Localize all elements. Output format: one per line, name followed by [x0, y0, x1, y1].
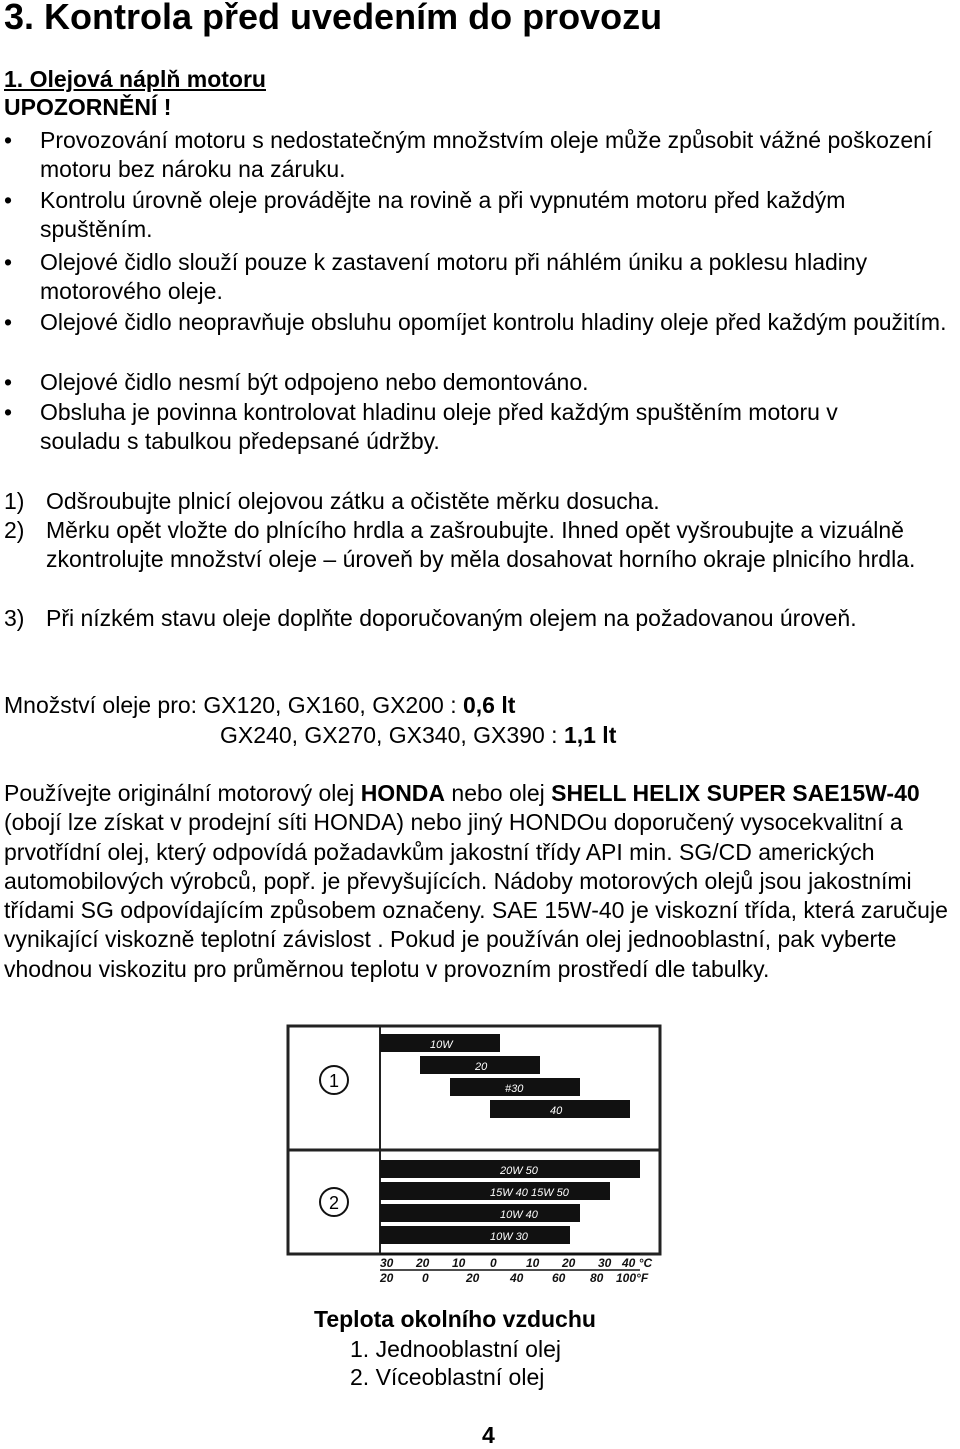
svg-text:20W 50: 20W 50 [500, 1165, 538, 1177]
bullet-icon: • [4, 369, 13, 395]
svg-text:#30: #30 [505, 1083, 524, 1095]
svg-text:1: 1 [328, 1071, 340, 1091]
figure-caption-heading: Teplota okolního vzduchu [314, 1306, 596, 1332]
bullet-icon: • [4, 249, 13, 275]
svg-text:60: 60 [552, 1271, 566, 1284]
figure-caption-item: 2. Víceoblastní olej [350, 1364, 545, 1390]
bullet-item: • Olejové čidlo slouží pouze k zastavení motoru při náhlém úniku a poklesu hladiny motorového oleje. [4, 249, 868, 304]
bullet-icon: • [4, 127, 13, 153]
figure-caption-item: 1. Jednooblastní olej [350, 1336, 561, 1362]
svg-text:10W: 10W [430, 1039, 453, 1051]
bullet-item: • Provozování motoru s nedostatečným množstvím oleje může způsobit vážné poškození motoru bez nároku na záruku. [4, 127, 933, 182]
step-item: 1) Odšroubujte plnicí olejovou zátku a očistěte měrku dosucha. [4, 488, 660, 514]
viscosity-chart [280, 1022, 680, 1284]
svg-text:10W 30: 10W 30 [490, 1231, 528, 1243]
svg-text:20: 20 [466, 1271, 480, 1284]
oil-recommendation-paragraph: Používejte originální motorový olej HONDA nebo olej SHELL HELIX SUPER SAE15W-40 (obojí lze získat v prodejní síti HONDA) nebo jiný HONDOu doporučený vysocekvalitní a prvotřídní olej, který odpovídá požadavkům jakostní třídy API min. SG/CD amerických automobilových výrobců, popř. je převyšujících. Nádoby motorových olejů jsou jakostními třídami SG odpovídajícím způsobem označeny. SAE 15W-40 je viskozní třída, která zaručuje vynikající viskozně teplotní závislost . Pokud je používán olej jednooblastní, pak vyberte vhodnou viskozitu pro průměrnou teplotu v provozním prostředí dle tabulky. [4, 780, 948, 982]
svg-text:0: 0 [490, 1256, 497, 1270]
multigrade-marker-icon [320, 1188, 348, 1216]
svg-text:10W 40: 10W 40 [500, 1209, 538, 1221]
bullet-icon: • [4, 187, 13, 213]
svg-text:30: 30 [598, 1256, 612, 1270]
bullet-item: • Olejové čidlo nesmí být odpojeno nebo demontováno. [4, 369, 589, 395]
bullet-item: • Olejové čidlo neopravňuje obsluhu opomíjet kontrolu hladiny oleje před každým použitím. [4, 309, 947, 335]
svg-text:20: 20 [416, 1256, 430, 1270]
svg-text:40: 40 [510, 1271, 524, 1284]
multigrade-marker-icon [320, 1066, 348, 1094]
svg-text:100°F: 100°F [616, 1271, 649, 1284]
svg-text:30: 30 [380, 1256, 394, 1270]
bullet-icon: • [4, 309, 13, 335]
bullet-item: • Obsluha je povinna kontrolovat hladinu oleje před každým spuštěním motoru v souladu s tabulkou předepsané údržby. [4, 399, 838, 454]
svg-text:15W 40 15W 50: 15W 40 15W 50 [490, 1187, 569, 1199]
bullet-item: • Kontrolu úrovně oleje provádějte na rovině a při vypnutém motoru před každým spuštěním. [4, 187, 846, 242]
page-title: 3. Kontrola před uvedením do provozu [4, 0, 663, 37]
oil-quantity-line-2: GX240, GX270, GX340, GX390 : 1,1 lt [220, 722, 617, 748]
celsius-axis [380, 1256, 652, 1270]
svg-text:10: 10 [452, 1256, 466, 1270]
svg-text:40 °C: 40 °C [622, 1256, 653, 1270]
viscosity-bar [380, 1226, 570, 1244]
page-number: 4 [482, 1422, 495, 1448]
svg-text:20: 20 [562, 1256, 576, 1270]
bullet-icon: • [4, 399, 13, 425]
svg-text:40: 40 [550, 1105, 563, 1117]
svg-text:20: 20 [380, 1271, 394, 1284]
svg-text:10: 10 [526, 1256, 540, 1270]
viscosity-bar [380, 1204, 580, 1222]
svg-text:20: 20 [475, 1061, 488, 1073]
svg-text:2: 2 [328, 1193, 340, 1213]
step-item: 3) Při nízkém stavu oleje doplňte doporučovaným olejem na požadovanou úroveň. [4, 605, 857, 631]
oil-quantity-line-1: Množství oleje pro: GX120, GX160, GX200 : 0,6 lt [4, 692, 516, 718]
section-heading: 1. Olejová náplň motoru [4, 66, 266, 92]
svg-text:80: 80 [590, 1271, 604, 1284]
step-item: 2) Měrku opět vložte do plnícího hrdla a zašroubujte. Ihned opět vyšroubujte a vizuálně zkontrolujte množství oleje – úroveň by měla dosahovat horního okraje plnicího hrdla. [4, 517, 916, 572]
svg-text:0: 0 [422, 1271, 429, 1284]
fahrenheit-axis [379, 1271, 649, 1284]
warning-heading: UPOZORNĚNÍ ! [4, 94, 172, 120]
